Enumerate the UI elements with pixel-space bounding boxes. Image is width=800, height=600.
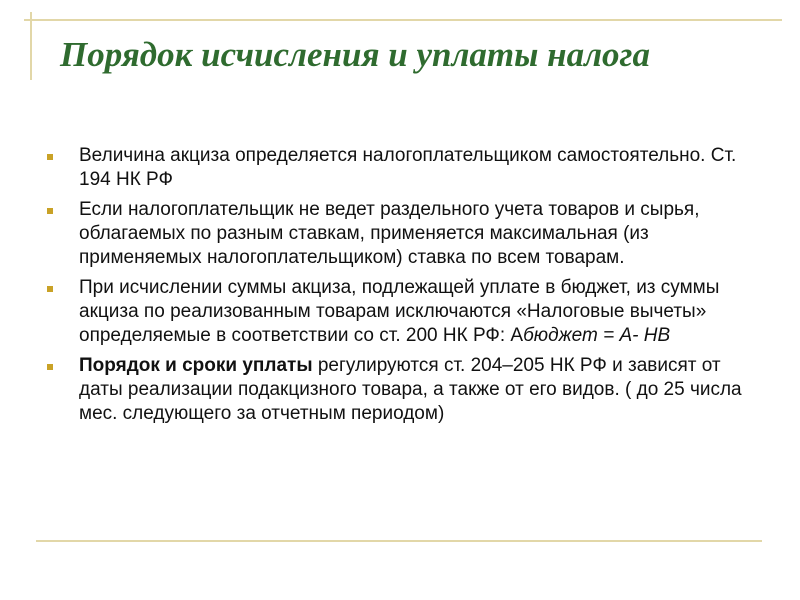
bullet-item <box>42 198 766 270</box>
bullet-text: регулируются ст. 204–205 НК РФ и зависят от даты реализации подакцизного товара, а также от его видов. ( до 25 числа мес. следующего за отчетным периодом) <box>79 355 742 424</box>
bullet-text: При исчислении суммы акциза, подлежащей уплате в бюджет, из суммы акциза по реализованным товарам исключаются «Налоговые вычеты» определяемые в соответствии со ст. 200 НК РФ: А <box>79 277 720 346</box>
bullet-square-icon <box>47 286 53 292</box>
frame-left-line <box>30 12 32 80</box>
formula-text: бюджет = А- НВ <box>523 325 671 346</box>
bullet-text: Величина акциза определяется налогоплательщиком самостоятельно. Ст. 194 НК РФ <box>79 145 737 190</box>
bullet-square-icon <box>47 364 53 370</box>
bullet-item <box>42 276 766 348</box>
bullet-text: Если налогоплательщик не ведет раздельного учета товаров и сырья, облагаемых по разным ставкам, применяется максимальная (из применяемых налогоплательщиком) ставка по всем товарам. <box>79 199 700 268</box>
frame-top-line <box>24 19 782 21</box>
frame-bottom-line <box>36 540 762 542</box>
bullet-square-icon <box>47 208 53 214</box>
bullet-square-icon <box>47 154 53 160</box>
bullet-list <box>42 144 766 432</box>
bullet-item <box>42 144 766 192</box>
bullet-item <box>42 354 766 426</box>
bullet-bold-text: Порядок и сроки уплаты <box>79 355 313 376</box>
slide-title: Порядок исчисления и уплаты налога <box>60 35 650 74</box>
